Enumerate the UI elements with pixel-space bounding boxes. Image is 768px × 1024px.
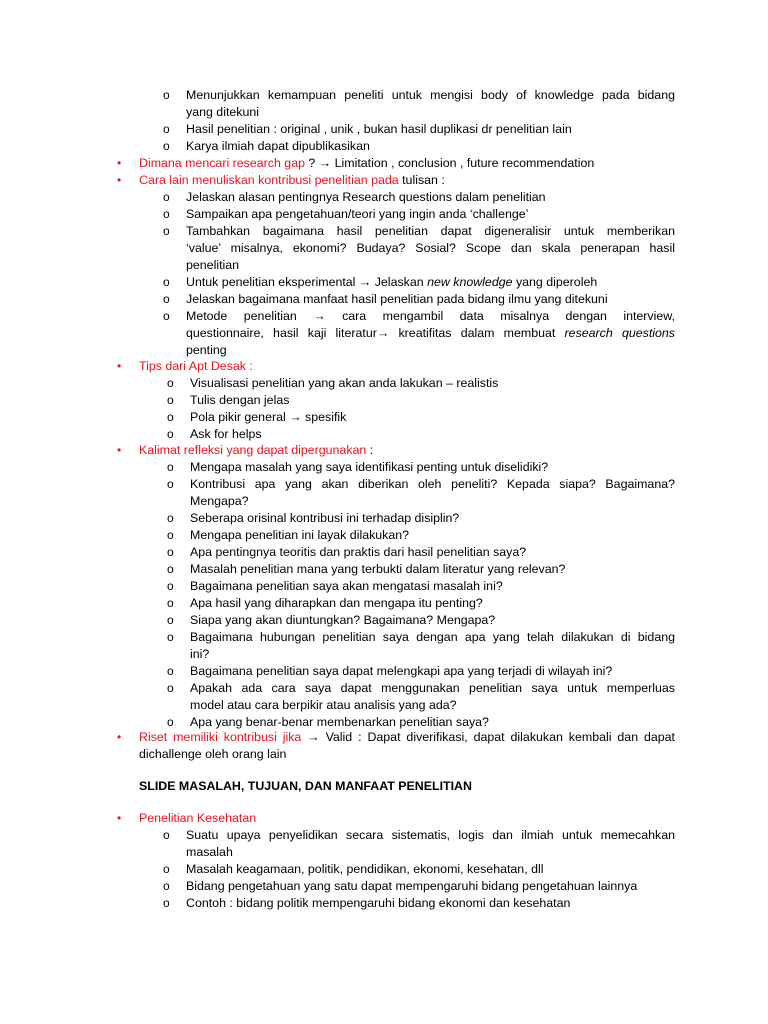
sub-bullet-text-cont: penelitian xyxy=(186,258,240,272)
sub-bullet-marker: o xyxy=(163,88,170,102)
sub-bullet-text: Apa pentingnya teoritis dan praktis dari hasil penelitian saya? xyxy=(190,545,527,559)
sub-bullet-marker: o xyxy=(167,681,174,695)
sub-bullet-text-cont: Mengapa? xyxy=(190,494,249,508)
arrow-icon: → xyxy=(307,730,320,744)
sub-bullet-text: Mengapa masalah yang saya identifikasi penting untuk diselidiki? xyxy=(190,460,549,474)
sub-bullet-text: Karya ilmiah dapat dipublikasikan xyxy=(186,139,370,153)
main-bullet-marker: • xyxy=(117,811,122,825)
sub-bullet-text: Siapa yang akan diuntungkan? Bagaimana? Mengapa? xyxy=(190,613,496,627)
sub-bullet-text-cont: penting xyxy=(186,343,227,357)
main-bullet-kontribusi xyxy=(139,172,445,188)
arrow-icon: → xyxy=(376,326,390,340)
bullet-text: cara mengambil data misalnya dengan interview, xyxy=(342,309,675,323)
sub-bullet-text-cont xyxy=(186,325,675,341)
sub-bullet-marker: o xyxy=(163,207,170,221)
sub-bullet-text-cont: yang ditekuni xyxy=(186,105,260,119)
sub-bullet-marker: o xyxy=(163,139,170,153)
sub-bullet-marker: o xyxy=(163,190,170,204)
sub-bullet-marker: o xyxy=(167,596,174,610)
sub-bullet-marker: o xyxy=(167,664,174,678)
sub-bullet-text: Ask for helps xyxy=(190,427,262,441)
section-heading: SLIDE MASALAH, TUJUAN, DAN MANFAAT PENELITIAN xyxy=(139,779,472,793)
sub-bullet-marker: o xyxy=(167,393,174,407)
main-bullet-tips: Tips dari Apt Desak : xyxy=(139,359,253,373)
sub-bullet-text: Sampaikan apa pengetahuan/teori yang ingin anda ‘challenge’ xyxy=(186,207,529,221)
main-bullet-marker: • xyxy=(117,156,122,170)
main-bullet-marker: • xyxy=(117,359,122,373)
bullet-text: : xyxy=(366,443,374,457)
sub-bullet-text: Bagaimana hubungan penelitian saya dengan apa yang telah dilakukan di bidang xyxy=(190,630,675,644)
sub-bullet-text: Kontribusi apa yang akan diberikan oleh peneliti? Kepada siapa? Bagaimana? xyxy=(190,477,675,491)
bullet-text: Metode penelitian xyxy=(186,309,314,323)
sub-bullet-marker: o xyxy=(167,545,174,559)
sub-bullet-text: Masalah keagamaan, politik, pendidikan, ekonomi, kesehatan, dll xyxy=(186,862,544,876)
sub-bullet-marker: o xyxy=(163,122,170,136)
sub-bullet-marker: o xyxy=(167,715,174,729)
arrow-icon: → xyxy=(358,275,372,289)
sub-bullet-text-cont: model atau cara berpikir atau analisis yang ada? xyxy=(190,698,457,712)
sub-bullet-marker: o xyxy=(163,292,170,306)
bullet-text: yang diperoleh xyxy=(512,275,598,289)
sub-bullet-text: Menunjukkan kemampuan peneliti untuk mengisi body of knowledge pada bidang xyxy=(186,88,675,102)
sub-bullet-text: Jelaskan bagaimana manfaat hasil penelitian pada bidang ilmu yang ditekuni xyxy=(186,292,608,306)
sub-bullet-text: Bagaimana penelitian saya dapat melengkapi apa yang terjadi di wilayah ini? xyxy=(190,664,613,678)
bullet-text: ? xyxy=(304,156,319,170)
sub-bullet-marker: o xyxy=(167,630,174,644)
bullet-text: Jelaskan xyxy=(371,275,428,289)
sub-bullet-text-cont: ‘value’ misalnya, ekonomi? Budaya? Sosial? Scope dan skala penerapan hasil xyxy=(186,241,675,255)
sub-bullet-text: Bagaimana penelitian saya akan mengatasi masalah ini? xyxy=(190,579,503,593)
main-bullet-marker: • xyxy=(117,173,122,187)
sub-bullet-marker: o xyxy=(163,862,170,876)
sub-bullet-marker: o xyxy=(167,410,174,424)
main-bullet-kesehatan: Penelitian Kesehatan xyxy=(139,811,257,825)
bullet-text: questionnaire, hasil kaji literatur xyxy=(186,326,377,340)
main-bullet-refleksi xyxy=(139,442,373,458)
bullet-text: Untuk penelitian eksperimental xyxy=(186,275,359,289)
sub-bullet-text: Masalah penelitian mana yang terbukti dalam literatur yang relevan? xyxy=(190,562,566,576)
bullet-text: tulisan : xyxy=(398,173,445,187)
sub-bullet-marker: o xyxy=(163,896,170,910)
sub-bullet-marker: o xyxy=(167,562,174,576)
sub-bullet-marker: o xyxy=(167,528,174,542)
main-bullet-marker: • xyxy=(117,730,122,744)
main-bullet-riset xyxy=(139,729,675,745)
bullet-text: spesifik xyxy=(301,410,347,424)
arrow-icon: → xyxy=(313,309,326,323)
sub-bullet-text: Jelaskan alasan pentingnya Research questions dalam penelitian xyxy=(186,190,546,204)
sub-bullet-text: Tulis dengan jelas xyxy=(190,393,290,407)
sub-bullet-text: Suatu upaya penyelidikan secara sistematis, logis dan ilmiah untuk memecahkan xyxy=(186,828,675,842)
arrow-icon: → xyxy=(289,410,302,424)
sub-bullet-text: Mengapa penelitian ini layak dilakukan? xyxy=(190,528,410,542)
sub-bullet-marker: o xyxy=(163,275,170,289)
sub-bullet-marker: o xyxy=(167,460,174,474)
sub-bullet-marker: o xyxy=(167,376,174,390)
sub-bullet-text-cont: masalah xyxy=(186,845,233,859)
sub-bullet-marker: o xyxy=(163,309,170,323)
main-bullet-research-gap xyxy=(139,155,594,171)
bullet-text: kreatifitas dalam membuat xyxy=(398,326,565,340)
sub-bullet-text: Hasil penelitian : original , unik , bukan hasil duplikasi dr penelitian lain xyxy=(186,122,572,136)
sub-bullet-text xyxy=(190,409,346,425)
sub-bullet-text: Seberapa orisinal kontribusi ini terhadap disiplin? xyxy=(190,511,460,525)
sub-bullet-marker: o xyxy=(167,511,174,525)
sub-bullet-marker: o xyxy=(167,579,174,593)
highlight-text: Riset memiliki kontribusi jika xyxy=(139,730,302,744)
highlight-text: Dimana mencari research gap xyxy=(139,156,305,170)
highlight-text: Cara lain menuliskan kontribusi penelitian pada xyxy=(139,173,399,187)
bullet-text: Pola pikir general xyxy=(190,410,290,424)
sub-bullet-marker: o xyxy=(163,879,170,893)
bullet-text: Limitation , conclusion , future recommendation xyxy=(331,156,595,170)
sub-bullet-text: Apa yang benar-benar membenarkan penelitian saya? xyxy=(190,715,489,729)
emphasis-text: research questions xyxy=(564,326,676,340)
sub-bullet-marker: o xyxy=(167,613,174,627)
sub-bullet-text: Apakah ada cara saya dapat menggunakan penelitian saya untuk memperluas xyxy=(190,681,675,695)
sub-bullet-text: Tambahkan bagaimana hasil penelitian dapat digeneralisir untuk memberikan xyxy=(186,224,675,238)
bullet-text: Valid : Dapat diverifikasi, dapat dilakukan kembali dan dapat xyxy=(325,730,675,744)
sub-bullet-marker: o xyxy=(163,224,170,238)
highlight-text: Kalimat refleksi yang dapat dipergunakan xyxy=(139,443,367,457)
emphasis-text: new knowledge xyxy=(427,275,513,289)
sub-bullet-marker: o xyxy=(167,427,174,441)
sub-bullet-text xyxy=(186,308,675,324)
sub-bullet-text: Apa hasil yang diharapkan dan mengapa itu penting? xyxy=(190,596,483,610)
sub-bullet-marker: o xyxy=(163,828,170,842)
sub-bullet-text: Bidang pengetahuan yang satu dapat mempengaruhi bidang pengetahuan lainnya xyxy=(186,879,638,893)
sub-bullet-marker: o xyxy=(167,477,174,491)
sub-bullet-text-cont: ini? xyxy=(190,647,210,661)
main-bullet-marker: • xyxy=(117,443,122,457)
arrow-icon: → xyxy=(318,156,332,170)
sub-bullet-text xyxy=(186,274,597,290)
main-bullet-riset-cont: dichallenge oleh orang lain xyxy=(139,747,287,761)
sub-bullet-text: Visualisasi penelitian yang akan anda lakukan – realistis xyxy=(190,376,499,390)
sub-bullet-text: Contoh : bidang politik mempengaruhi bidang ekonomi dan kesehatan xyxy=(186,896,571,910)
